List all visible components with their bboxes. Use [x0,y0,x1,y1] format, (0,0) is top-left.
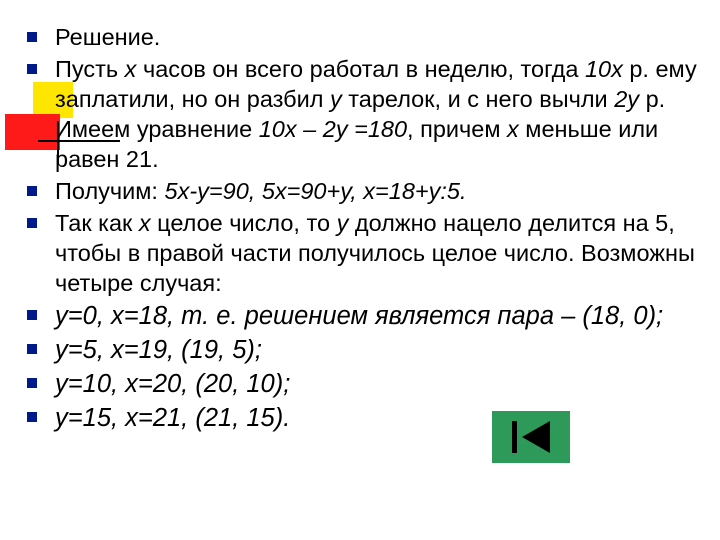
item-text: Решение. [55,24,161,50]
item-text: р. Имеем уравнение [55,86,666,142]
bullet-icon [27,344,37,354]
go-to-first-slide-button[interactable] [492,411,570,463]
list-item [22,334,712,366]
item-text: Так как [55,210,139,236]
list-item [22,54,712,174]
variable-x: x [138,210,151,236]
bullet-icon [27,310,37,320]
list-item [22,176,712,206]
item-text: меньше или равен 21. [55,116,659,172]
case-text: y=5, x=19, (19, 5); [55,336,262,364]
list-item [22,300,712,332]
item-text: Пусть [55,56,125,82]
case-text: y=0, x=18, т. е. решением является пара – (18, 0); [55,302,664,330]
expression-2y: 2y [614,86,640,112]
list-item [22,22,712,52]
item-text: Получим: [55,178,165,204]
list-item [22,402,712,434]
equations: 5x-y=90, 5x=90+y, x=18+y:5. [164,178,467,204]
bullet-icon [27,186,37,196]
item-text: должно нацело делится на 5, чтобы в правой части получилось целое число. Возможны четыре случая: [55,210,695,296]
case-text: y=15, x=21, (21, 15). [55,404,291,432]
bullet-icon [27,412,37,422]
variable-x: x [124,56,137,82]
item-text: , причем [407,116,508,142]
variable-y: y [330,86,342,112]
equation: 10x – 2y =180 [258,116,408,142]
item-text: часов он всего работал в неделю, тогда [136,56,585,82]
bullet-icon [27,218,37,228]
case-text: y=10, x=20, (20, 10); [55,370,291,398]
bullet-icon [27,64,37,74]
expression-10x: 10x [584,56,623,82]
item-text: тарелок, и с него вычли [341,86,615,112]
bullet-icon [27,378,37,388]
slide-content [22,22,712,436]
variable-y: y [336,210,349,236]
item-text: р. ему заплатили, но он разбил [55,56,697,112]
list-item [22,368,712,400]
skip-back-icon [492,411,570,463]
list-item [22,208,712,298]
item-text: целое число, то [150,210,337,236]
bullet-icon [27,32,37,42]
variable-x: x [507,116,519,142]
